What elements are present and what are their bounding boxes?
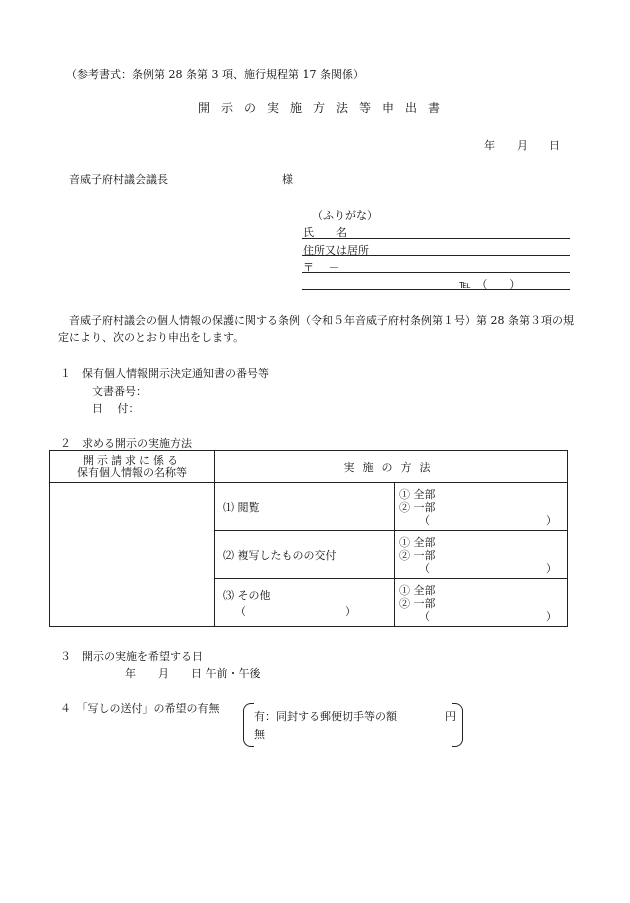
paren-close: ） <box>546 562 557 575</box>
paren-close: ） <box>546 514 557 527</box>
paren-open: （ <box>419 514 430 527</box>
col1-header-line1: 開示請求に係る <box>83 453 181 467</box>
page-title: 開示の実施方法等申出書 <box>198 101 452 115</box>
date-year: 年 <box>484 139 495 152</box>
option-part[interactable]: ② 一部 <box>399 597 436 610</box>
section3-heading: ３ 開示の実施を希望する日 <box>60 650 203 663</box>
option-part[interactable]: ② 一部 <box>399 501 436 514</box>
section3-date-line[interactable]: 年 月 日 午前・午後 <box>125 667 261 680</box>
postal-label: 〒 － <box>303 261 340 274</box>
date-month: 月 <box>517 139 528 152</box>
option-part[interactable]: ② 一部 <box>399 549 436 562</box>
method-1-label: ⑴ 閲覧 <box>223 500 260 514</box>
postal-underline <box>302 272 570 273</box>
bracket-left <box>243 703 254 747</box>
paren-open: （ <box>419 562 430 575</box>
section2-heading: ２ 求める開示の実施方法 <box>60 437 192 450</box>
intro-line-1: 音威子府村議会の個人情報の保護に関する条例（令和５年音威子府村条例第１号）第 28 条第３項の規 <box>69 314 574 327</box>
col1-header <box>50 451 215 483</box>
yen-label: 円 <box>445 710 456 723</box>
tel-label: ℡ （ ） <box>459 278 521 291</box>
option-all[interactable]: ① 全部 <box>399 584 436 597</box>
method-2-options[interactable] <box>395 531 568 579</box>
col1-header-line2: 保有個人情報の名称等 <box>77 465 187 479</box>
name-label: 氏 名 <box>303 226 347 239</box>
section1-heading: １ 保有個人情報開示決定通知書の番号等 <box>60 367 269 380</box>
paren-close: ） <box>546 610 557 623</box>
option-all[interactable]: ① 全部 <box>399 488 436 501</box>
method-1-cell <box>215 483 395 531</box>
method-1-options[interactable] <box>395 483 568 531</box>
address-underline <box>302 255 570 256</box>
address-label: 住所又は居所 <box>303 244 369 257</box>
method-2-cell <box>215 531 395 579</box>
addressee-honorific: 様 <box>282 173 293 186</box>
method-3-label: ⑶ その他 <box>223 588 271 602</box>
addressee-name: 音威子府村議会議長 <box>69 173 168 186</box>
paren-open: （ <box>419 610 430 623</box>
method-3-options[interactable] <box>395 579 568 627</box>
send-yes-option[interactable]: 有：同封する郵便切手等の額 <box>254 710 397 723</box>
header-note: （参考書式：条例第 28 条第 3 項、施行規程第 17 条関係） <box>66 68 364 81</box>
doc-date-label: 日 付： <box>92 402 140 415</box>
intro-line-2: 定により、次のとおり申出をします。 <box>58 331 245 344</box>
method-2-label: ⑵ 複写したものの交付 <box>223 548 337 562</box>
method-3-cell <box>215 579 395 627</box>
send-no-option[interactable]: 無 <box>254 728 265 741</box>
option-all[interactable]: ① 全部 <box>399 536 436 549</box>
disclosure-method-table <box>49 450 568 627</box>
tel-underline <box>302 289 570 290</box>
date-day: 日 <box>549 139 560 152</box>
section4-heading: ４ 「写しの送付」の希望の有無 <box>60 702 220 715</box>
doc-number-label: 文書番号： <box>92 385 147 398</box>
method-3-sub[interactable]: （ ） <box>235 604 356 618</box>
document-name-cell[interactable] <box>50 483 215 627</box>
col2-header: 実施の方法 <box>215 451 568 483</box>
name-underline <box>302 238 570 239</box>
furigana-label: （ふりがな） <box>312 209 378 222</box>
